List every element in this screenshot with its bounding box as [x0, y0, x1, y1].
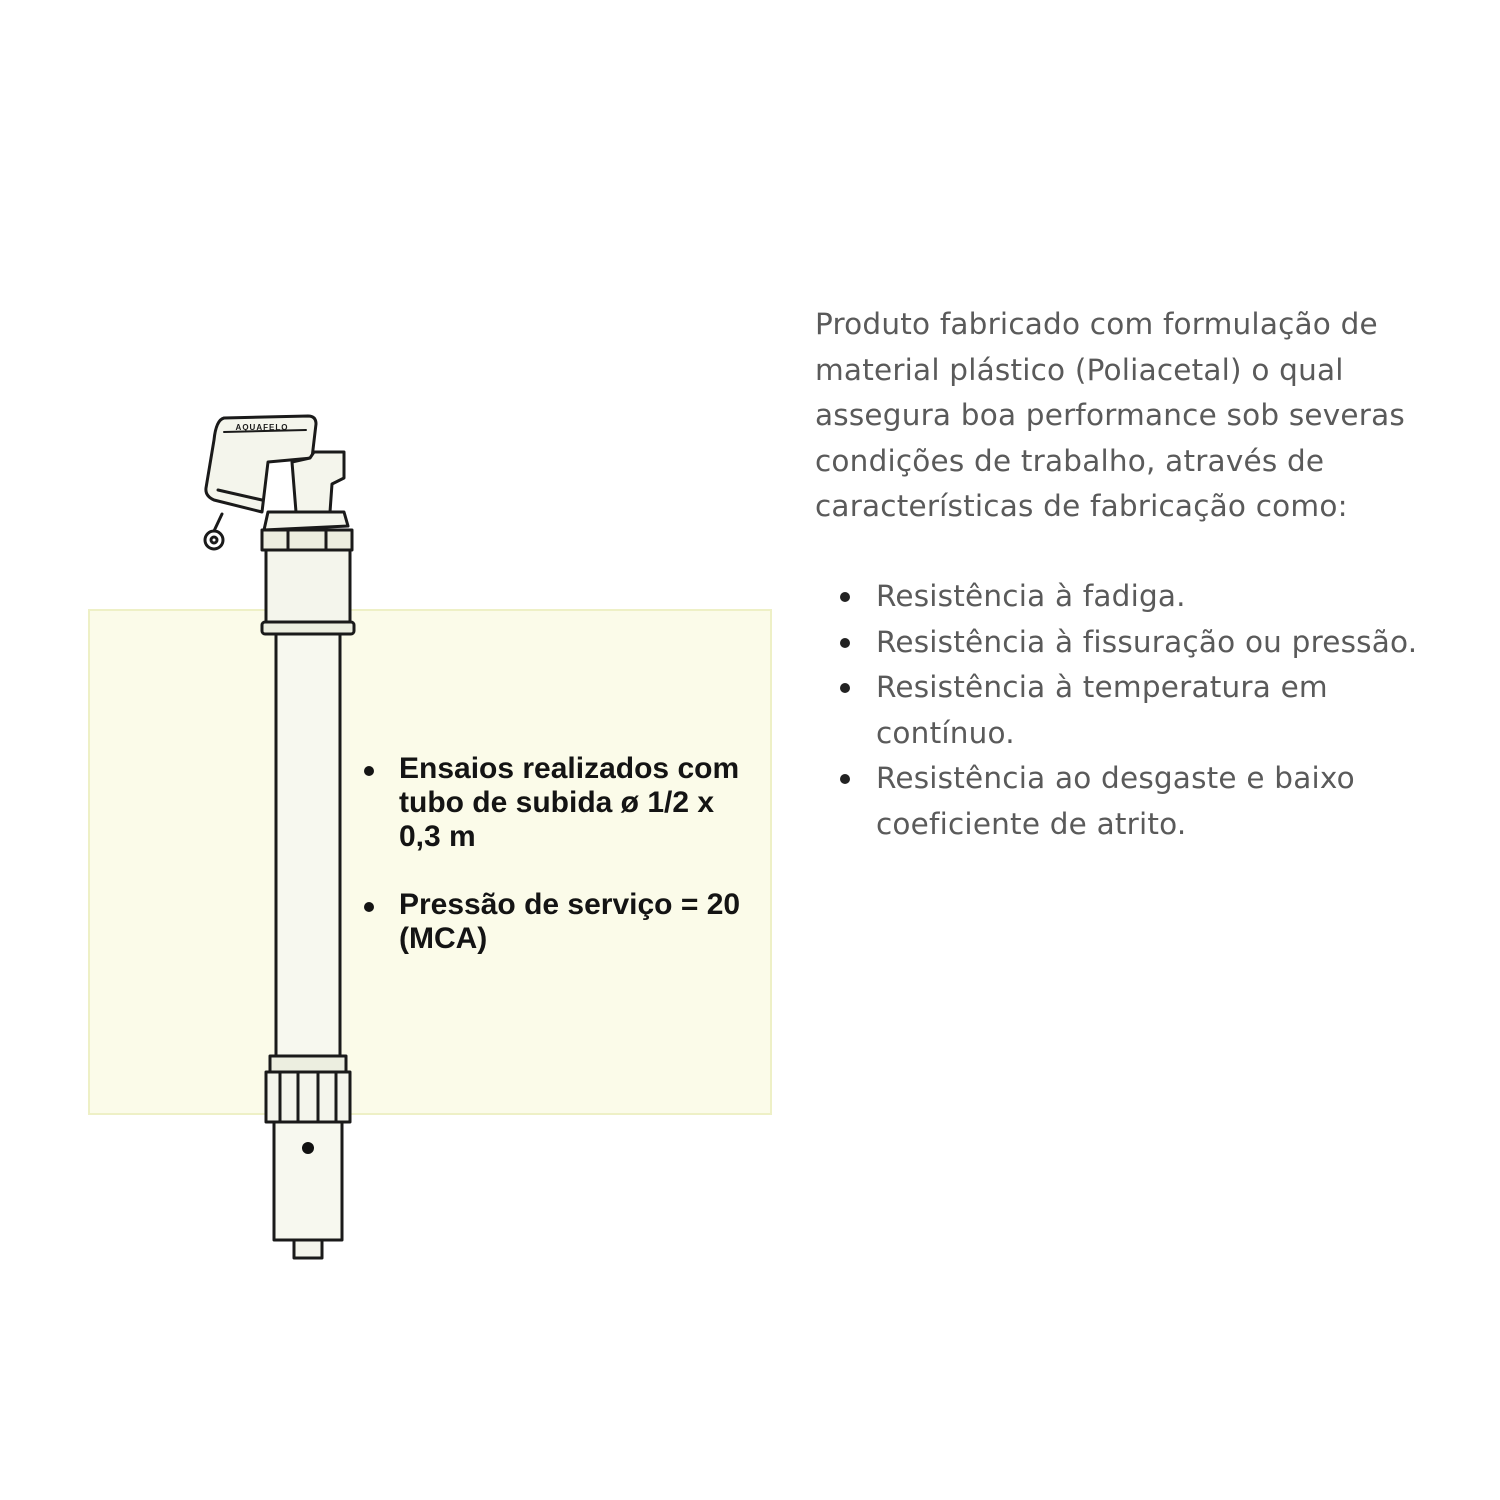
test-spec-item: Ensaios realizados com tubo de subida ø 1/2 x 0,3 m — [360, 752, 760, 854]
feature-item: Resistência à temperatura em contínuo. — [815, 665, 1455, 756]
feature-item: Resistência à fadiga. — [815, 574, 1455, 620]
test-specs-list — [360, 752, 760, 990]
feature-item: Resistência ao desgaste e baixo coeficiente de atrito. — [815, 756, 1455, 847]
faucet-illustration — [195, 405, 365, 1275]
product-description: Produto fabricado com formulação de material plástico (Poliacetal) o qual assegura boa performance sob severas condições de trabalho, através de características de fabricação como: — [815, 307, 1405, 523]
feature-item: Resistência à fissuração ou pressão. — [815, 620, 1455, 666]
test-spec-item: Pressão de serviço = 20 (MCA) — [360, 888, 760, 956]
features-list — [815, 574, 1455, 847]
brand-mark: AQUAFELO — [235, 423, 289, 432]
